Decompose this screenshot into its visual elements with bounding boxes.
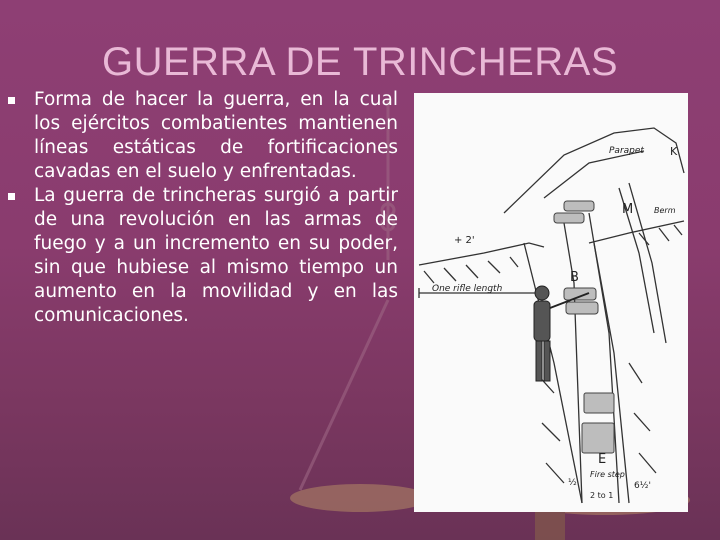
square-bullet-icon [8, 193, 15, 200]
bullet-text: La guerra de trincheras surgió a partir de una revolución en las armas de fuego y a un incremento en su poder, sin que hubiese al mismo tiempo un aumento en la movilidad y en las comunicaciones. [34, 185, 398, 326]
fire-step-label: Fire step [590, 470, 625, 479]
rifle-length-label: One rifle length [432, 284, 503, 294]
letter-m-label: M [622, 202, 634, 217]
bullet-item [8, 88, 398, 184]
measure-ratio-label: 2 to 1 [590, 491, 614, 500]
trench-diagram-drawing [414, 93, 688, 512]
letter-k-label: K [670, 145, 678, 158]
trench-diagram-figure [414, 93, 688, 512]
bullet-text: Forma de hacer la guerra, en la cual los ejércitos combatientes mantienen líneas estáticas de fortificaciones cavadas en el suelo y enfrentadas. [34, 89, 398, 182]
bullet-item [8, 184, 398, 328]
slide-title: GUERRA DE TRINCHERAS [101, 40, 618, 84]
measure-half-label: ½ [568, 478, 577, 488]
berm-label: Berm [654, 206, 676, 215]
measure-bottom-label: 6½' [634, 481, 651, 491]
measure-top-label: + 2' [454, 235, 475, 246]
square-bullet-icon [8, 97, 15, 104]
letter-b-label: B [570, 270, 579, 285]
letter-e-label: E [598, 452, 607, 467]
parapet-label: Parapet [609, 146, 644, 156]
bullet-list [8, 88, 398, 328]
